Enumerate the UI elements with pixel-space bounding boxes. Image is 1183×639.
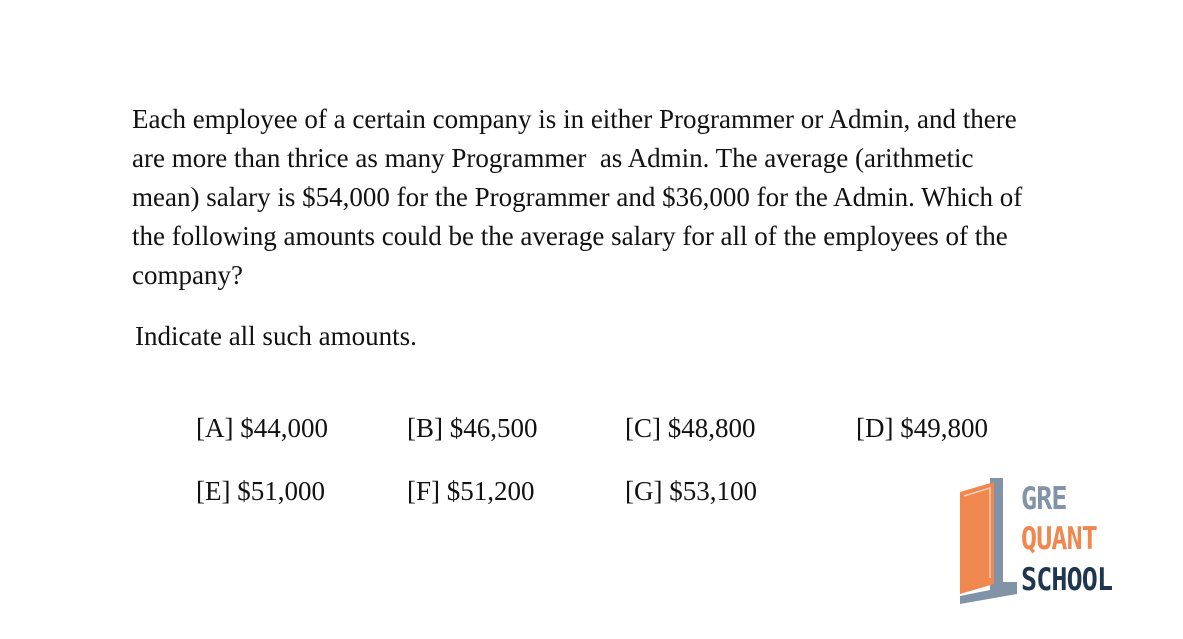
- logo-text-quant: QUANT: [1021, 521, 1097, 557]
- logo-text-school: SCHOOL: [1021, 562, 1113, 598]
- option-e[interactable]: [E] $51,000: [196, 476, 325, 506]
- option-g[interactable]: [G] $53,100: [625, 476, 757, 506]
- question-line: mean) salary is $54,000 for the Programmer and $36,000 for the Admin. Which of: [132, 182, 1023, 212]
- question-line: Each employee of a certain company is in either Programmer or Admin, and there: [132, 104, 1017, 134]
- option-d[interactable]: [D] $49,800: [856, 413, 988, 443]
- question-line: are more than thrice as many Programmer as Admin. The average (arithmetic: [132, 143, 974, 173]
- option-a[interactable]: [A] $44,000: [196, 413, 328, 443]
- question-text: [132, 100, 1072, 295]
- question-line: company?: [132, 260, 243, 290]
- instruction-text: Indicate all such amounts.: [135, 321, 417, 351]
- option-b[interactable]: [B] $46,500: [407, 413, 538, 443]
- option-c[interactable]: [C] $48,800: [625, 413, 756, 443]
- option-f[interactable]: [F] $51,200: [407, 476, 535, 506]
- question-line: the following amounts could be the average salary for all of the employees of the: [132, 221, 1008, 251]
- logo-text-gre: GRE: [1021, 481, 1067, 517]
